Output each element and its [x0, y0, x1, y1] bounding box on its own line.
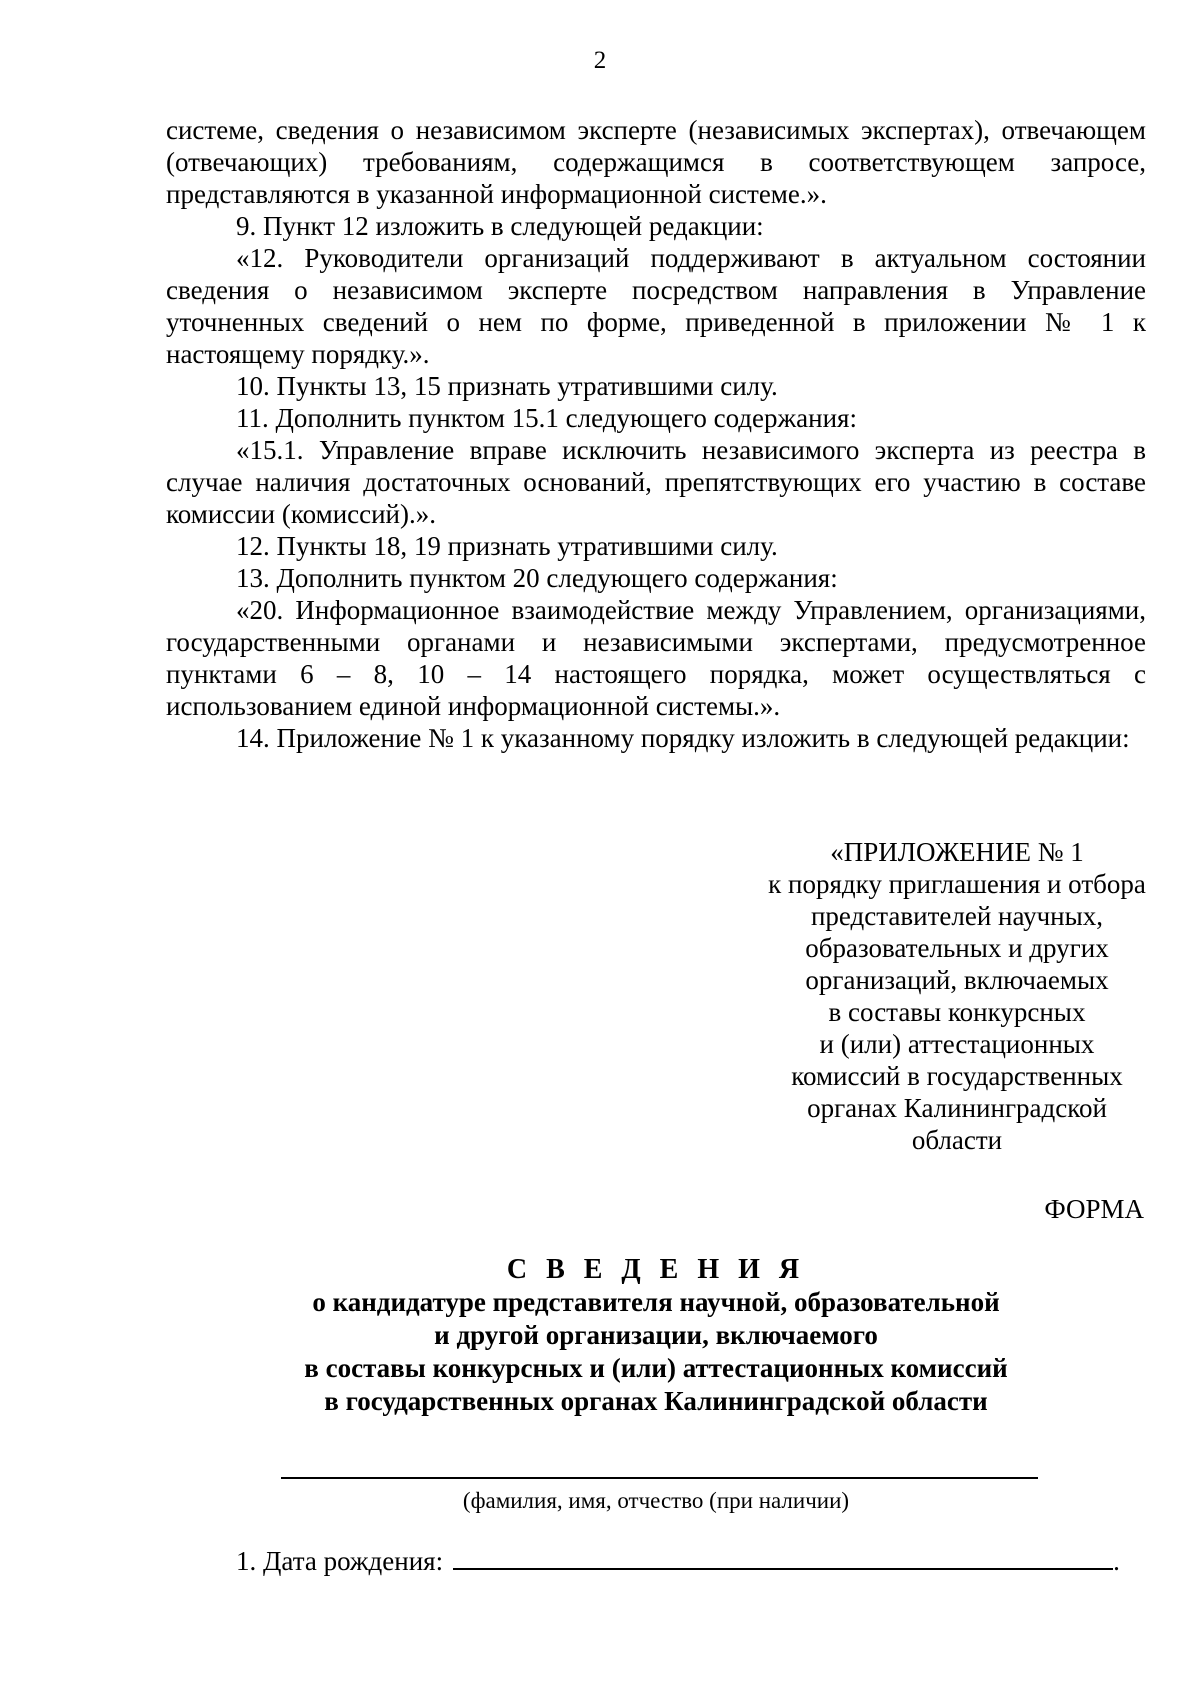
paragraph: 14. Приложение № 1 к указанному порядку изложить в следующей редакции:: [236, 723, 1130, 753]
appendix-line: организаций, включаемых: [805, 965, 1109, 995]
birthdate-label: 1. Дата рождения:: [236, 1546, 444, 1576]
appendix-line: образовательных и других: [805, 933, 1109, 963]
paragraph: 11. Дополнить пунктом 15.1 следующего содержания:: [236, 403, 857, 433]
body-text: [166, 114, 1146, 754]
appendix-header: [722, 836, 1192, 1156]
paragraph: 9. Пункт 12 изложить в следующей редакции:: [236, 211, 764, 241]
fio-blank-line: [281, 1477, 1038, 1479]
paragraph: системе, сведения о независимом эксперте (независимых экспертах), отвечающем (отвечающих) требованиям, содержащимся в соответствующем запросе, представляются в указанной информационной системе.».: [166, 115, 1146, 209]
appendix-line: комиссий в государственных: [791, 1061, 1123, 1091]
paragraph: «20. Информационное взаимодействие между Управлением, организациями, государственными органами и независимыми экспертами, предусмотренное пунктами 6 – 8, 10 – 14 настоящего порядка, может осуществляться с использованием единой информационной системы.».: [166, 595, 1146, 721]
form-title-line: о кандидатуре представителя научной, образовательной: [312, 1287, 1000, 1317]
paragraph: 10. Пункты 13, 15 признать утратившими силу.: [236, 371, 778, 401]
appendix-line: в составы конкурсных: [828, 997, 1086, 1027]
page-number: 2: [593, 47, 607, 74]
birthdate-blank-line: [453, 1546, 1113, 1570]
birthdate-trailing: .: [1113, 1546, 1120, 1576]
form-title-line: в государственных органах Калининградской области: [324, 1386, 988, 1416]
form-title-line: и другой организации, включаемого: [434, 1320, 878, 1350]
form-title-main: С В Е Д Е Н И Я: [506, 1254, 806, 1285]
appendix-line: области: [911, 1125, 1003, 1155]
paragraph: 13. Дополнить пунктом 20 следующего содержания:: [236, 563, 838, 593]
fio-caption: (фамилия, имя, отчество (при наличии): [462, 1488, 850, 1513]
paragraph: 12. Пункты 18, 19 признать утратившими силу.: [236, 531, 778, 561]
appendix-line: к порядку приглашения и отбора: [768, 869, 1146, 899]
paragraph: «12. Руководители организаций поддерживают в актуальном состоянии сведения о независимом эксперте посредством направления в Управление уточненных сведений о нем по форме, приведенной в приложении № 1 к настоящему порядку.».: [166, 243, 1146, 369]
paragraph: «15.1. Управление вправе исключить независимого эксперта из реестра в случае наличия достаточных оснований, препятствующих его участию в составе комиссии (комиссий).».: [166, 435, 1146, 529]
appendix-line: органах Калининградской: [807, 1093, 1107, 1123]
birthdate-field: [236, 1545, 1146, 1577]
form-title-line: в составы конкурсных и (или) аттестационных комиссий: [304, 1353, 1008, 1383]
form-label: ФОРМА: [1044, 1194, 1144, 1224]
form-title: [166, 1253, 1146, 1418]
appendix-line: представителей научных,: [810, 901, 1104, 931]
appendix-line: «ПРИЛОЖЕНИЕ № 1: [830, 837, 1084, 867]
appendix-line: и (или) аттестационных: [819, 1029, 1095, 1059]
